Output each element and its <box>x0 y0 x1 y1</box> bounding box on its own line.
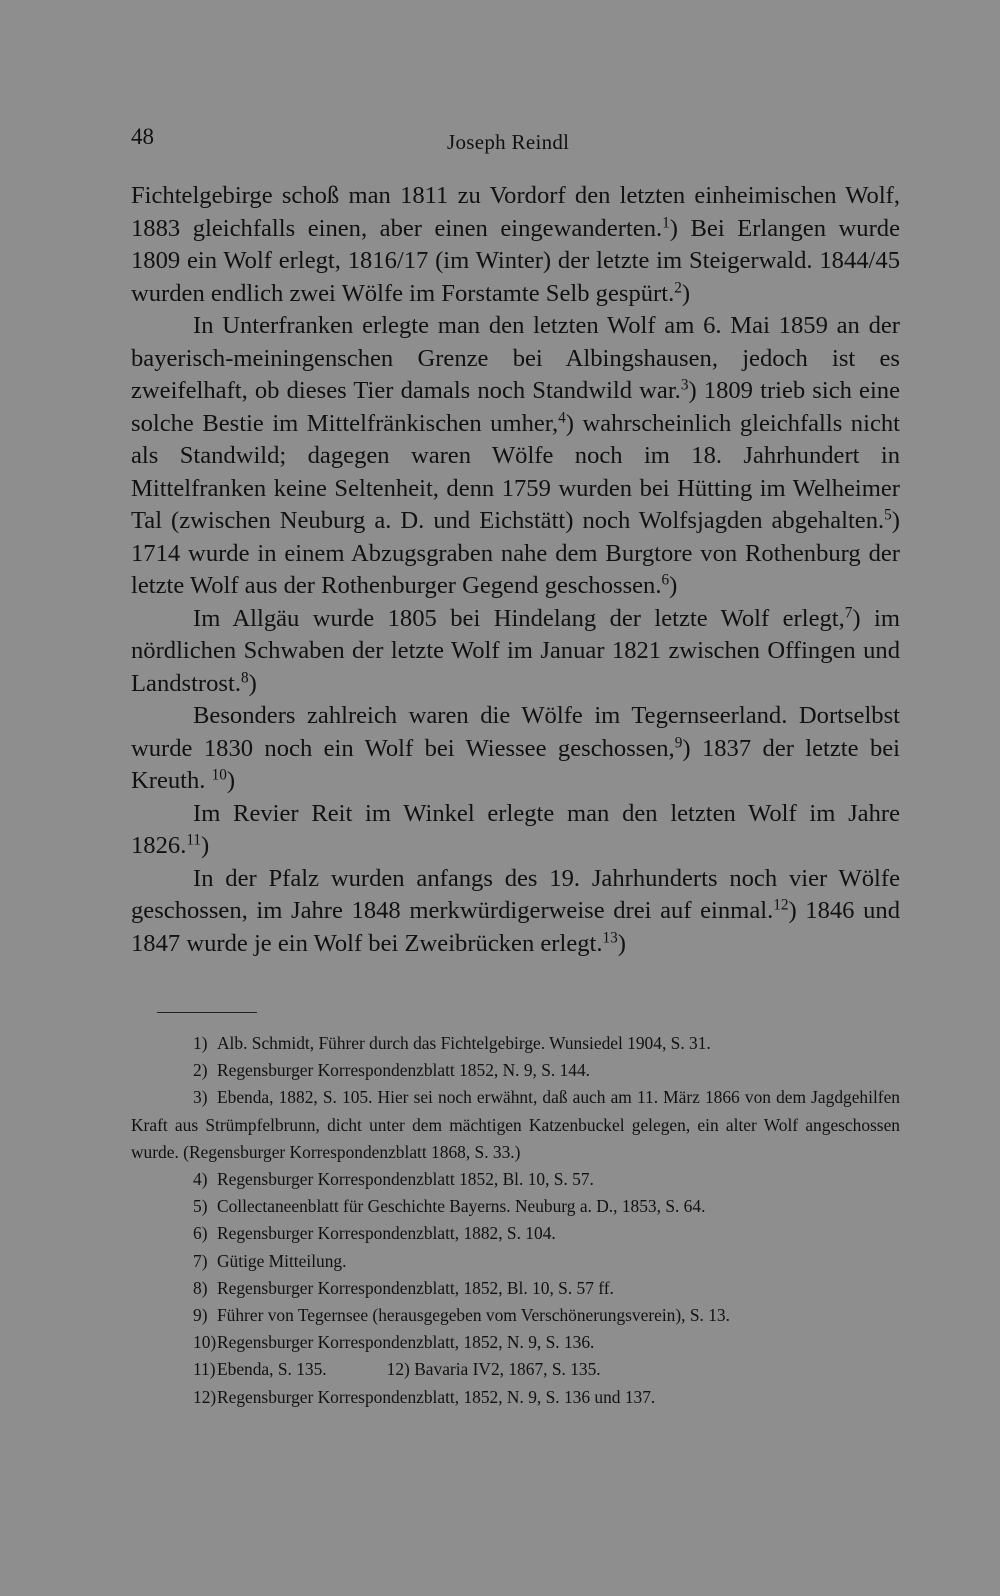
body-text <box>131 180 900 960</box>
footnote-7 <box>131 1248 900 1275</box>
footnote-mark: 4) <box>193 1169 208 1190</box>
paragraph-text: In der Pfalz wurden anfangs des 19. Jahrhunderts noch vier Wölfe geschossen, im Jahre 1848 merkwürdigerweise drei auf einmal. <box>131 864 900 924</box>
footnote-1 <box>131 1030 900 1057</box>
footnote-text: Regensburger Korrespondenzblatt, 1852, N. 9, S. 136. <box>217 1332 595 1353</box>
paragraph-4: Besonders zahlreich waren die Wölfe im Tegernseerland. Dortselbst wurde 1830 noch ein Wolf bei Wiessee geschossen,$^9$) 1837 der letzte bei Kreuth. $^{10}$) <box>131 702 900 794</box>
footnote-text: Regensburger Korrespondenzblatt, 1852, N. 9, S. 136 und 137. <box>217 1386 656 1407</box>
footnote-mark: 5) <box>193 1196 208 1217</box>
footnote-2 <box>131 1057 900 1084</box>
page-number: 48 <box>131 124 154 149</box>
paragraph-text: im nördlichen Schwaben der letzte Wolf im Januar 1821 zwischen Offingen und Landstrost. <box>131 604 900 697</box>
footnote-divider <box>157 1012 257 1013</box>
page-header <box>131 124 900 154</box>
footnote-text: Regensburger Korrespondenzblatt, 1852, Bl. 10, S. 57 ff. <box>217 1277 614 1298</box>
footnote-mark: 2) <box>193 1060 208 1081</box>
footnotes <box>131 1030 900 1411</box>
footnote-12 <box>131 1384 900 1411</box>
footnote-mark: 12) <box>386 1359 410 1380</box>
footnote-mark: 3) <box>193 1087 208 1108</box>
footnote-6 <box>131 1220 900 1247</box>
footnote-5 <box>131 1193 900 1220</box>
footnote-text: Ebenda, 1882, S. 105. Hier sei noch erwähnt, daß auch am 11. März 1866 von dem Jagdgehilfen Kraft aus Strümpfelbrunn, dicht unter dem mächtigen Katzenbuckel gelegen, ein alter Wolf angeschossen wurde. (Regensburger Korrespondenzblatt 1868, S. 33.) <box>131 1087 900 1162</box>
footnote-text: Regensburger Korrespondenzblatt 1852, N. 9, S. 144. <box>217 1060 591 1081</box>
footnote-mark: 9) <box>193 1305 208 1326</box>
footnote-ref: 5 <box>884 506 892 524</box>
footnote-mark: 6) <box>193 1223 208 1244</box>
paragraph-3: Im Allgäu wurde 1805 bei Hindelang der letzte Wolf erlegt,$^7$) im nördlichen Schwaben der letzte Wolf im Januar 1821 zwischen Offingen und Landstrost.$^8$) <box>131 604 900 697</box>
footnote-10 <box>131 1329 900 1356</box>
paragraph-5: Im Revier Reit im Winkel erlegte man den letzten Wolf im Jahre 1826.11) <box>131 799 900 859</box>
footnote-mark: 10) <box>193 1332 217 1353</box>
footnote-mark: 11) <box>193 1359 216 1380</box>
footnote-ref: 10 <box>211 766 227 784</box>
footnote-ref: 4 <box>558 409 566 427</box>
footnote-ref: 12 <box>773 896 789 914</box>
footnote-text: Ebenda, S. 135. <box>217 1359 327 1380</box>
footnote-text: Führer von Tegernsee (herausgegeben vom Verschönerungsverein), S. 13. <box>217 1305 730 1326</box>
footnote-text: Alb. Schmidt, Führer durch das Fichtelgebirge. Wunsiedel 1904, S. 31. <box>217 1033 711 1053</box>
footnote-ref: 9 <box>674 734 683 752</box>
footnote-ref: 3 <box>680 376 689 394</box>
footnote-mark: 8) <box>193 1277 208 1298</box>
footnote-ref: 13 <box>602 929 618 947</box>
footnote-text: Collectaneenblatt für Geschichte Bayerns. Neuburg a. D., 1853, S. 64. <box>217 1196 706 1217</box>
footnote-text: Bavaria IV2, 1867, S. 135. <box>414 1359 601 1380</box>
footnote-4 <box>131 1166 900 1193</box>
paragraph-1: Fichtelgebirge schoß man 1811 zu Vordorf den letzten einheimischen Wolf, 1883 gleichfalls einen, aber einen eingewanderten.$^1$) Bei Erlangen wurde 1809 ein Wolf erlegt, 1816/17 (im Winter) der letzte im Steigerwald. 1844/45 wurden endlich zwei Wölfe im Forstamte Selb gespürt.$^2$) <box>131 182 900 307</box>
paragraph-text: 1837 der letzte bei Kreuth. <box>131 734 900 794</box>
paragraph-text: Im Allgäu wurde 1805 bei Hindelang der letzte Wolf erlegt, <box>193 604 845 632</box>
footnote-ref: 11 <box>186 831 202 849</box>
footnote-text: Gütige Mitteilung. <box>217 1250 347 1271</box>
running-head: Joseph Reindl <box>447 130 570 154</box>
paragraph-text: Fichtelgebirge schoß man 1811 zu Vordorf den letzten einheimischen Wolf, 1883 gleichfalls einen, aber einen eingewanderten. <box>131 182 900 242</box>
footnote-ref: 7 <box>844 604 853 622</box>
paragraph-text: Bei Erlangen wurde 1809 ein Wolf erlegt, 1816/17 (im Winter) der letzte im Steigerwald. 1844/45 wurden endlich zwei Wölfe im Forstamte Selb gespürt. <box>131 214 900 307</box>
footnote-text: Regensburger Korrespondenzblatt 1852, Bl. 10, S. 57. <box>217 1169 594 1190</box>
footnote-ref: 6 <box>661 571 670 589</box>
footnote-9 <box>131 1302 900 1329</box>
paragraph-text: 1809 trieb sich eine solche Bestie im Mittelfränkischen umher, <box>131 377 900 437</box>
footnote-mark: 12) <box>193 1386 217 1407</box>
footnote-ref: 8 <box>240 669 249 687</box>
footnote-text: Regensburger Korrespondenzblatt, 1882, S. 104. <box>217 1223 556 1244</box>
paragraph-text: 1846 und 1847 wurde je ein Wolf bei Zweibrücken erlegt. <box>131 897 900 957</box>
footnote-11 <box>131 1356 900 1383</box>
paragraph-text: Im Revier Reit im Winkel erlegte man den letzten Wolf im Jahre 1826. <box>131 799 900 859</box>
paragraph-6: In der Pfalz wurden anfangs des 19. Jahrhunderts noch vier Wölfe geschossen, im Jahre 1848 merkwürdigerweise drei auf einmal.$^{12}$) 1846 und 1847 wurde je ein Wolf bei Zweibrücken erlegt.$^{13}$) <box>131 864 900 957</box>
footnote-mark: 1) <box>193 1033 208 1053</box>
footnote-ref: 2 <box>674 279 682 297</box>
footnote-mark: 7) <box>193 1250 208 1271</box>
paragraph-text: In Unterfranken erlegte man den letzten Wolf am 6. Mai 1859 an der bayerisch-meiningenschen Grenze bei Albingshausen, jedoch ist es zweifelhaft, ob dieses Tier damals noch Standwild war. <box>131 312 900 404</box>
paragraph-text: wahrscheinlich gleichfalls nicht als Standwild; dagegen waren Wölfe noch im 18. Jahrhundert in Mittelfranken keine Seltenheit, denn 1759 wurden bei Hütting im Welheimer Tal (zwischen Neuburg a. D. und Eichstätt) noch Wolfsjagden abgehalten. <box>131 409 900 534</box>
footnote-8 <box>131 1275 900 1302</box>
paragraph-text: 1714 wurde in einem Abzugsgraben nahe dem Burgtore von Rothenburg der letzte Wolf aus der Rothenburger Gegend geschossen. <box>131 539 900 599</box>
footnote-3 <box>131 1084 900 1166</box>
footnote-ref: 1 <box>662 214 670 232</box>
paragraph-2: In Unterfranken erlegte man den letzten Wolf am 6. Mai 1859 an der bayerisch-meiningenschen Grenze bei Albingshausen, jedoch ist es zweifelhaft, ob dieses Tier damals noch Standwild war.$^3$) 1809 trieb sich eine solche Bestie im Mittelfränkischen umher,$^4$) wahrscheinlich gleichfalls nicht als Standwild; dagegen waren Wölfe noch im 18. Jahrhundert in Mittelfranken keine Seltenheit, denn 1759 wurden bei Hütting im Welheimer Tal (zwischen Neuburg a. D. und Eichstätt) noch Wolfsjagden abgehalten.$^5$) 1714 wurde in einem Abzugsgraben nahe dem Burgtore von Rothenburg der letzte Wolf aus der Rothenburger Gegend geschossen.$^6$) <box>131 312 900 599</box>
paragraph-text: Besonders zahlreich waren die Wölfe im Tegernseerland. Dortselbst wurde 1830 noch ein Wolf bei Wiessee geschossen, <box>131 702 900 762</box>
